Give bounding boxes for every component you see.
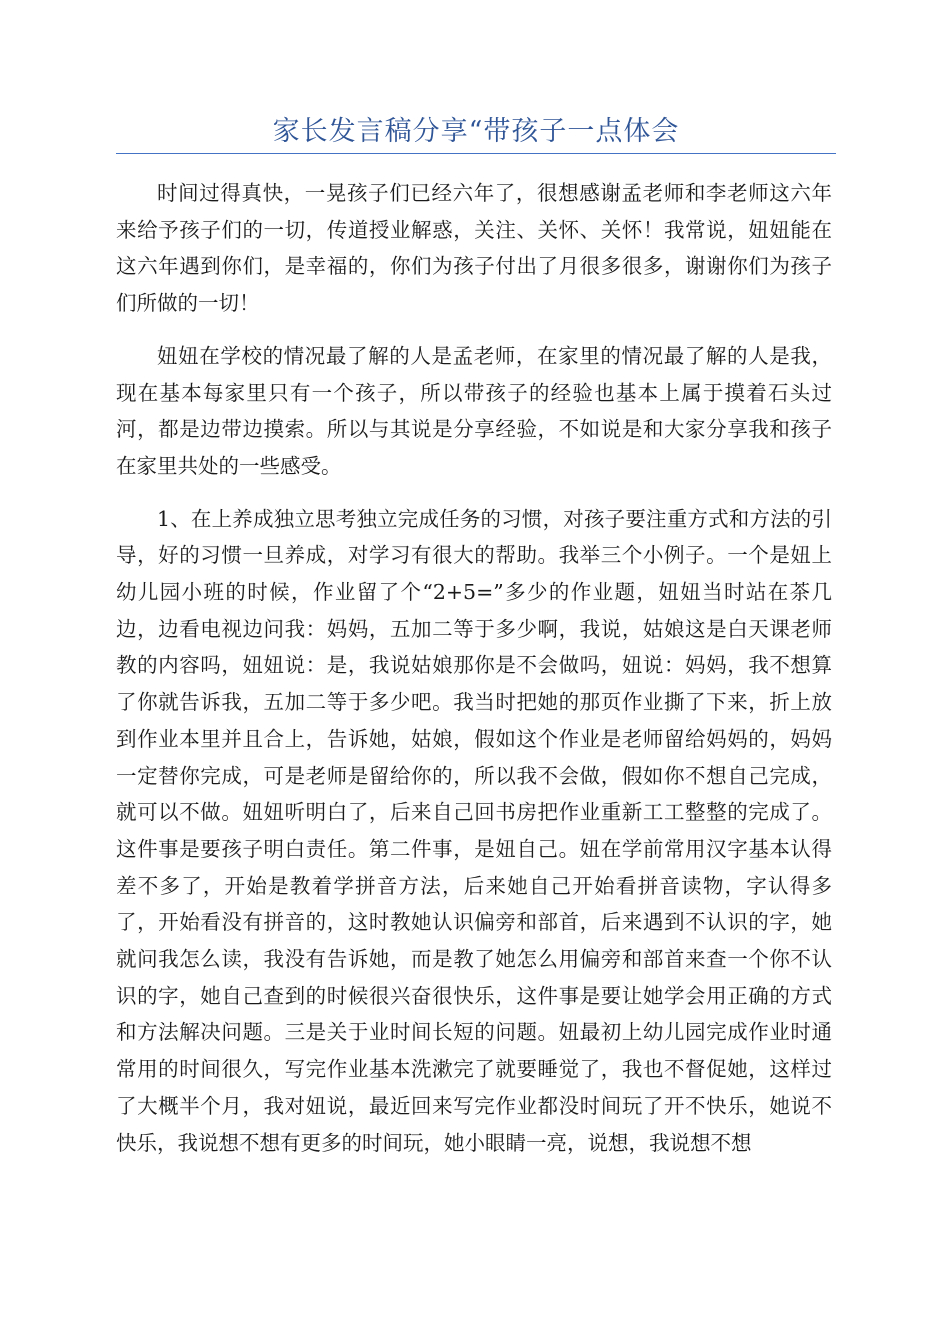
document-body [116, 175, 832, 1177]
paragraph-gratitude: 时间过得真快，一晃孩子们已经六年了，很想感谢孟老师和李老师这六年来给予孩子们的一切，传道授业解惑，关注、关怀、关怀！我常说，妞妞能在这六年遇到你们，是幸福的，你们为孩子付出了月很多很多，谢谢你们为孩子们所做的一切！ [116, 181, 832, 316]
document-title: 家长发言稿分享“带孩子一点体会 [272, 116, 680, 147]
title-underline [116, 153, 836, 154]
paragraph-independent-habits: 1、在上养成独立思考独立完成任务的习惯，对孩子要注重方式和方法的引导，好的习惯一旦养成，对学习有很大的帮助。我举三个小例子。一个是妞上幼儿园小班的时候，作业留了个“2+5=”多少的作业题，妞妞当时站在茶几边，边看电视边问我：妈妈，五加二等于多少啊，我说，姑娘这是白天课老师教的内容吗，妞妞说：是，我说姑娘那你是不会做吗，妞说：妈妈，我不想算了你就告诉我，五加二等于多少吧。我当时把她的那页作业撕了下来，折上放到作业本里并且合上，告诉她，姑娘，假如这个作业是老师留给妈妈的，妈妈一定替你完成，可是老师是留给你的，所以我不会做，假如你不想自己完成，就可以不做。妞妞听明白了，后来自己回书房把作业重新工工整整的完成了。这件事是要孩子明白责任。第二件事，是妞自己。妞在学前常用汉字基本认得差不多了，开始是教着学拼音方法，后来她自己开始看拼音读物，字认得多了，开始看没有拼音的，这时教她认识偏旁和部首，后来遇到不认识的字，她就问我怎么读，我没有告诉她，而是教了她怎么用偏旁和部首来查一个你不认识的字，她自己查到的时候很兴奋很快乐，这件事是要让她学会用正确的方式和方法解决问题。三是关于业时间长短的问题。妞最初上幼儿园完成作业时通常用的时间很久，写完作业基本洗漱完了就要睡觉了，我也不督促她，这样过了大概半个月，我对妞说，最近回来写完作业都没时间玩了开不快乐，她说不快乐，我说想不想有更多的时间玩，她小眼睛一亮，说想，我说想不想 [116, 506, 832, 1155]
paragraph-introduction: 妞妞在学校的情况最了解的人是孟老师，在家里的情况最了解的人是我，现在基本每家里只有一个孩子，所以带孩子的经验也基本上属于摸着石头过河，都是边带边摸索。所以与其说是分享经验，不如说是和大家分享我和孩子在家里共处的一些感受。 [116, 343, 832, 478]
